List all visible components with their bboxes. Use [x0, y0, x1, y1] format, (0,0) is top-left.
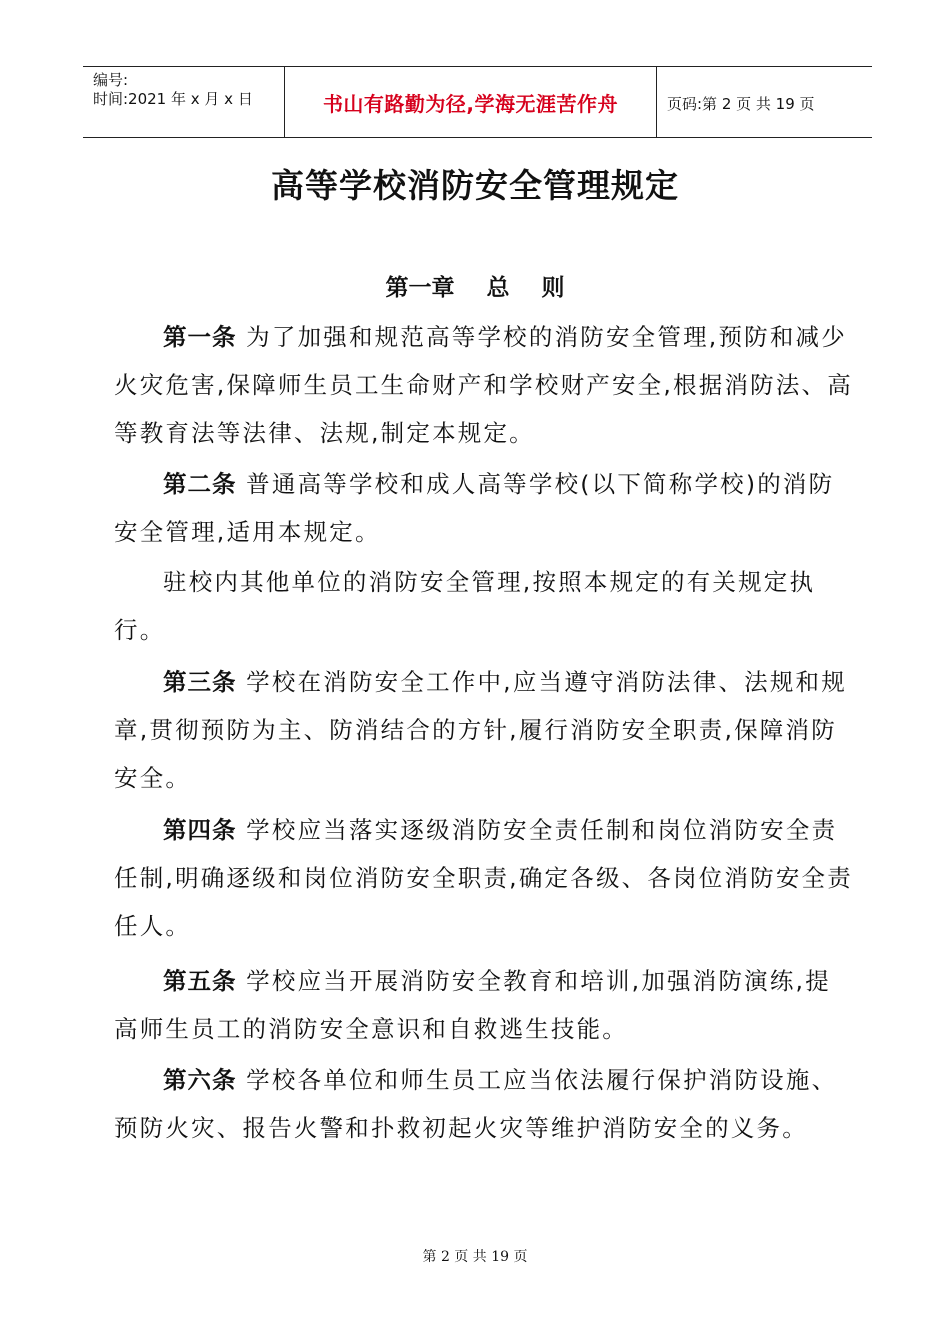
- article-paragraph: [114, 558, 854, 654]
- article-number: 第三条: [163, 668, 237, 696]
- article-text: 驻校内其他单位的消防安全管理,按照本规定的有关规定执行。: [114, 568, 816, 644]
- article-text: 学校应当开展消防安全教育和培训,加强消防演练,提高师生员工的消防安全意识和自救逃生技能。: [114, 967, 831, 1043]
- header-page-info: 页码:第 2 页 共 19 页: [667, 95, 815, 113]
- document-title: 高等学校消防安全管理规定: [271, 166, 679, 205]
- article-number: 第六条: [163, 1066, 237, 1094]
- article-text: 为了加强和规范高等学校的消防安全管理,预防和减少火灾危害,保障师生员工生命财产和学校财产安全,根据消防法、高等教育法等法律、法规,制定本规定。: [114, 323, 853, 447]
- article-text: 普通高等学校和成人高等学校(以下简称学校)的消防安全管理,适用本规定。: [114, 470, 835, 546]
- article-text: 学校各单位和师生员工应当依法履行保护消防设施、预防火灾、报告火警和扑救初起火灾等维护消防安全的义务。: [114, 1066, 838, 1142]
- article-number: 第四条: [163, 816, 237, 844]
- article-number: 第五条: [163, 967, 237, 995]
- document-number-label: 编号:: [93, 71, 129, 89]
- article-paragraph: [114, 460, 854, 556]
- header-meta-cell: [83, 67, 283, 137]
- page-footer: 第 2 页 共 19 页: [422, 1249, 528, 1265]
- article-text: 学校在消防安全工作中,应当遵守消防法律、法规和规章,贯彻预防为主、防消结合的方针,履行消防安全职责,保障消防安全。: [114, 668, 847, 792]
- article-number: 第二条: [163, 470, 237, 498]
- header-motto: 书山有路勤为径,学海无涯苦作舟: [322, 91, 619, 116]
- article-paragraph: [114, 957, 854, 1053]
- article-paragraph: [114, 313, 854, 457]
- article-number: 第一条: [163, 323, 237, 351]
- article-paragraph: [114, 658, 854, 802]
- article-text: 学校应当落实逐级消防安全责任制和岗位消防安全责任制,明确逐级和岗位消防安全职责,确定各级、各岗位消防安全责任人。: [114, 816, 853, 940]
- header-table: [83, 66, 872, 138]
- chapter-heading: 第一章 总 则: [385, 275, 565, 301]
- document-time-label: 时间:2021 年 x 月 x 日: [93, 90, 253, 108]
- header-divider: [656, 67, 657, 137]
- article-paragraph: [114, 1056, 854, 1152]
- article-paragraph: [114, 806, 854, 950]
